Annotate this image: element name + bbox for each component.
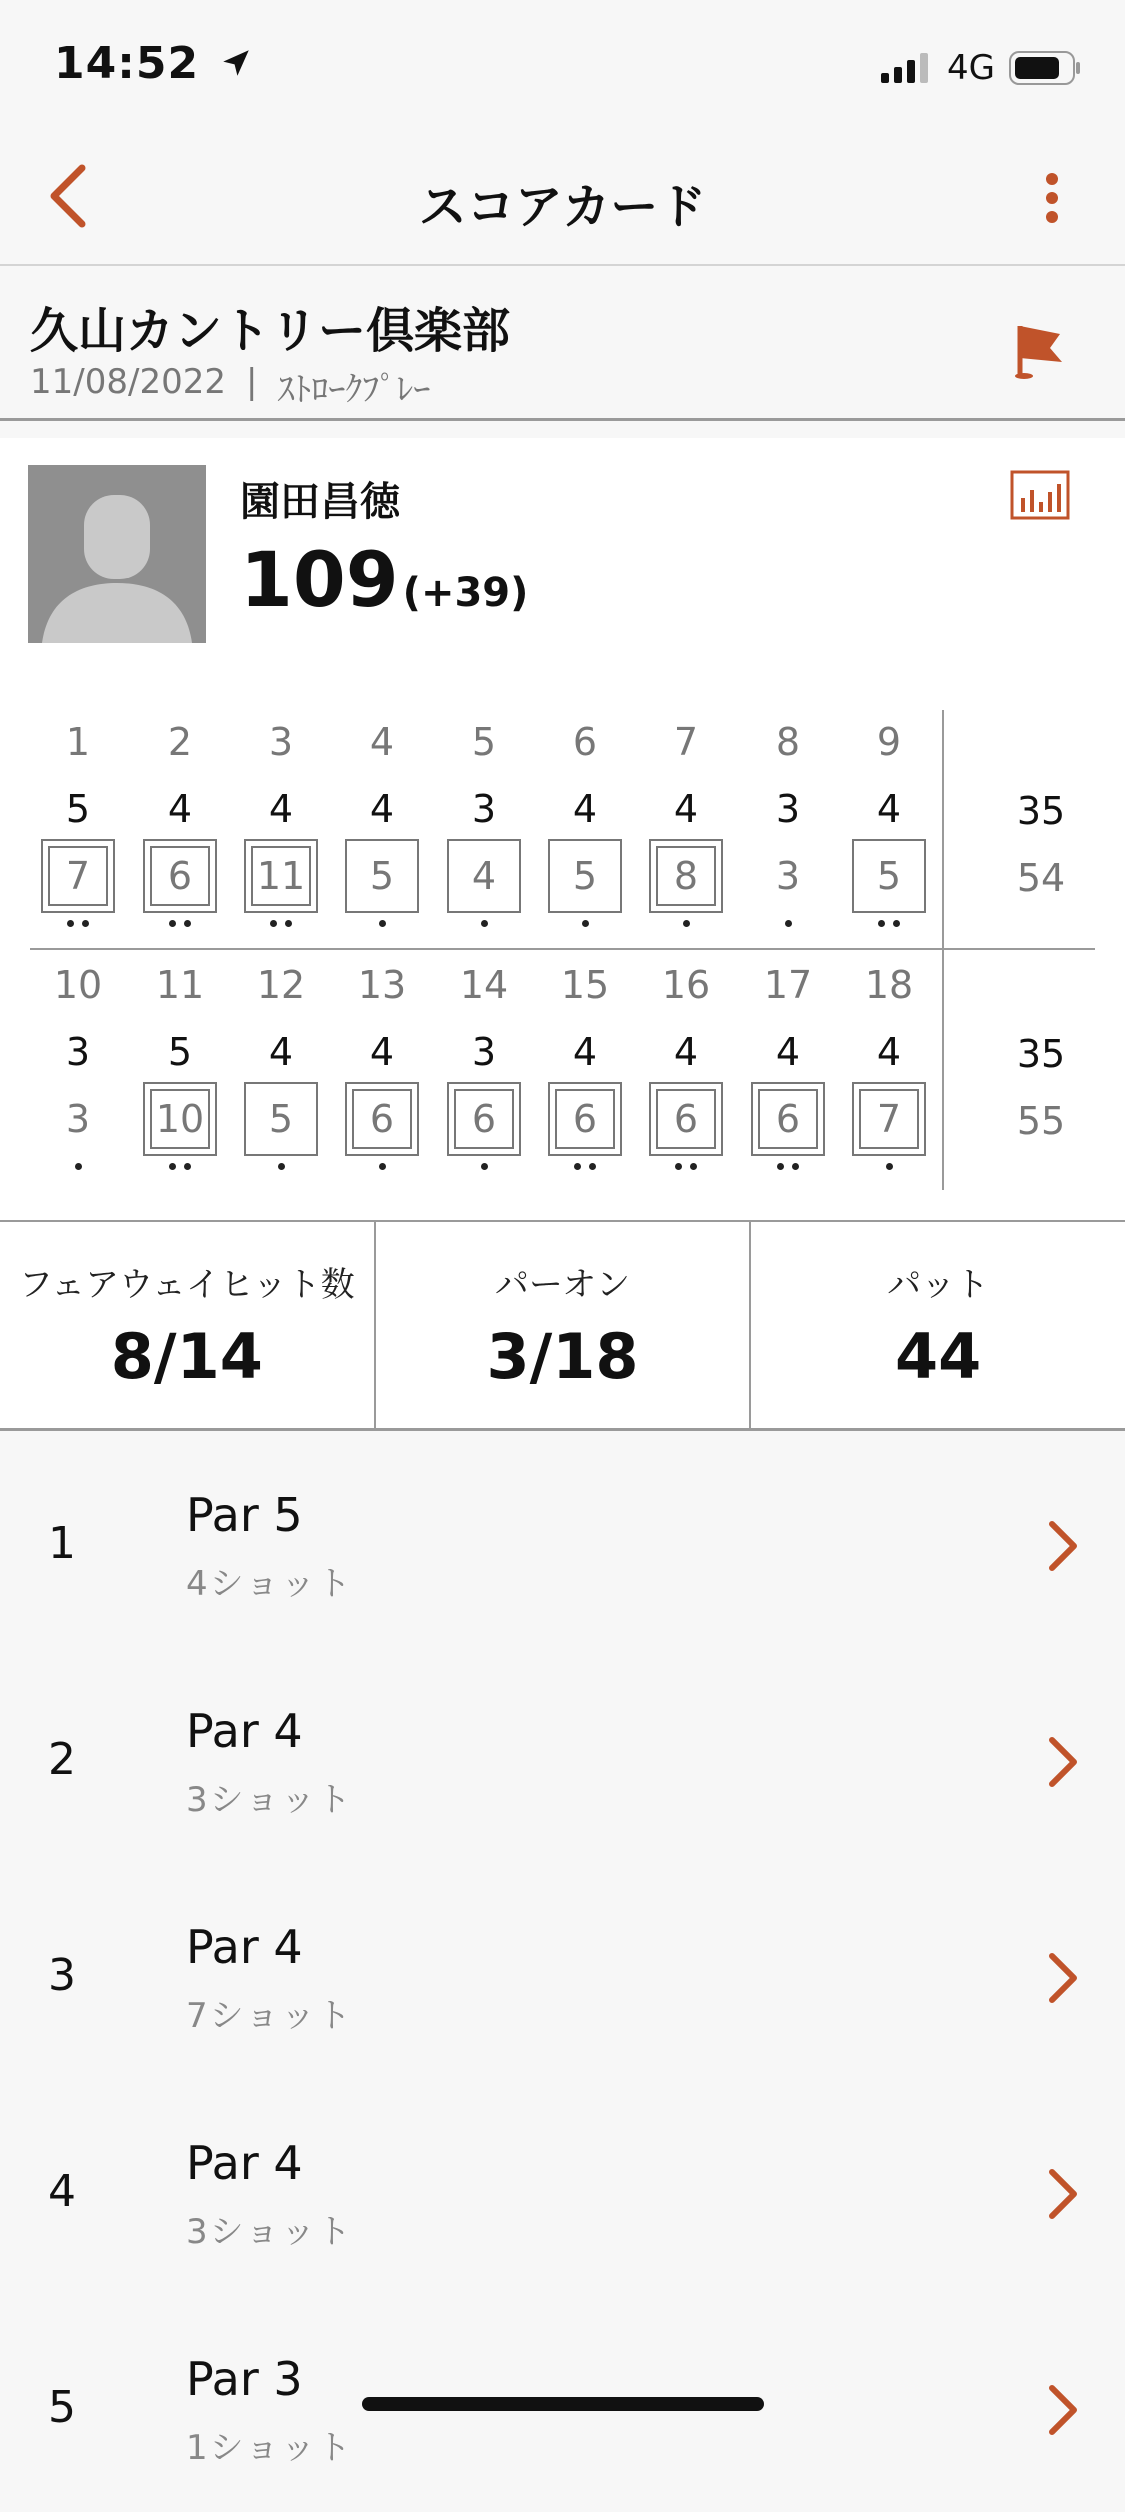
- hole-par: 5: [167, 1030, 193, 1074]
- chevron-right-icon: [1042, 1732, 1082, 1792]
- flag-button[interactable]: [1012, 318, 1068, 382]
- score-total: 55: [1016, 1099, 1066, 1143]
- hole-score[interactable]: 7: [852, 1082, 926, 1156]
- hole-number: 7: [673, 720, 699, 764]
- putt-dot: [285, 920, 292, 927]
- more-button[interactable]: [1030, 165, 1075, 235]
- hole-number: 13: [357, 963, 407, 1007]
- score-to-par: (+39): [402, 570, 529, 616]
- play-mode: ｽﾄﾛｰｸﾌﾟﾚｰ: [277, 370, 431, 410]
- putt-dots: [345, 920, 419, 934]
- nav-divider: [0, 264, 1125, 266]
- hole-row-number: 5: [48, 2382, 76, 2433]
- hole-score[interactable]: 11: [244, 839, 318, 913]
- hole-number: 14: [459, 963, 509, 1007]
- putt-dot: [777, 1163, 784, 1170]
- hole-par: 4: [268, 787, 294, 831]
- hole-row-number: 4: [48, 2166, 76, 2217]
- hole-score[interactable]: 5: [852, 839, 926, 913]
- putt-dot: [75, 1163, 82, 1170]
- hole-row-shots: 1ショット: [186, 2428, 353, 2468]
- putt-dot: [481, 1163, 488, 1170]
- putt-dot: [785, 920, 792, 927]
- putt-dots: [447, 1163, 521, 1177]
- putt-dots: [447, 920, 521, 934]
- fairway-hits-stat: [0, 1222, 376, 1428]
- hole-row-par: Par 4: [186, 1704, 303, 1758]
- subtitle-separator: |: [245, 362, 258, 402]
- par-total: 35: [1016, 789, 1066, 833]
- putt-dots: [649, 1163, 723, 1177]
- hole-row-shots: 3ショット: [186, 2212, 353, 2252]
- hole-row-shots: 3ショット: [186, 1780, 353, 1820]
- greens-in-regulation-stat: [376, 1222, 752, 1428]
- putt-dot: [379, 1163, 386, 1170]
- putt-dots: [649, 920, 723, 934]
- chevron-right-icon: [1042, 1948, 1082, 2008]
- hole-number: 16: [661, 963, 711, 1007]
- hole-row[interactable]: [0, 2080, 1125, 2296]
- putt-dot: [589, 1163, 596, 1170]
- putt-dots: [41, 920, 115, 934]
- hole-par: 3: [775, 787, 801, 831]
- hole-score[interactable]: 8: [649, 839, 723, 913]
- putt-dots: [852, 920, 926, 934]
- flag-icon: [1012, 318, 1068, 382]
- hole-row-number: 3: [48, 1950, 76, 2001]
- total-score: 109: [240, 535, 399, 624]
- putt-dot: [574, 1163, 581, 1170]
- hole-score[interactable]: 7: [41, 839, 115, 913]
- page-title: スコアカード: [418, 179, 707, 235]
- hole-par: 4: [369, 1030, 395, 1074]
- course-subtitle: [30, 362, 430, 411]
- stat-value: 44: [895, 1320, 982, 1393]
- hole-score[interactable]: 10: [143, 1082, 217, 1156]
- putt-dots: [548, 920, 622, 934]
- hole-row-par: Par 4: [186, 2136, 303, 2190]
- hole-par: 3: [471, 787, 497, 831]
- putt-dots: [852, 1163, 926, 1177]
- summary-stats: [0, 1222, 1125, 1428]
- putt-dot: [675, 1163, 682, 1170]
- hole-score[interactable]: 5: [548, 839, 622, 913]
- bar-chart-icon: [1010, 470, 1070, 520]
- stat-label: パーオン: [494, 1265, 631, 1305]
- putt-dot: [270, 920, 277, 927]
- hole-par: 4: [167, 787, 193, 831]
- hole-row-par: Par 5: [186, 1488, 303, 1542]
- hole-par: 4: [876, 1030, 902, 1074]
- hole-number: 10: [53, 963, 103, 1007]
- grid-divider-vertical: [942, 710, 944, 1190]
- hole-number: 12: [256, 963, 306, 1007]
- hole-number: 9: [876, 720, 902, 764]
- putt-dots: [751, 920, 825, 934]
- chevron-right-icon: [1042, 2164, 1082, 2224]
- avatar: [28, 465, 206, 643]
- putt-dot: [886, 1163, 893, 1170]
- round-date: 11/08/2022: [30, 362, 226, 402]
- signal-icon: [881, 53, 933, 83]
- putt-dot: [169, 920, 176, 927]
- stat-value: 3/18: [486, 1320, 639, 1393]
- hole-number: 11: [155, 963, 205, 1007]
- hole-number: 2: [167, 720, 193, 764]
- hole-par: 4: [572, 1030, 598, 1074]
- stats-button[interactable]: [1010, 470, 1070, 520]
- putt-dot: [683, 920, 690, 927]
- battery-icon: [1009, 51, 1081, 85]
- status-time: 14:52: [54, 38, 253, 89]
- hole-par: 4: [876, 787, 902, 831]
- network-label: 4G: [947, 48, 995, 88]
- putt-dots: [41, 1163, 115, 1177]
- putt-dot: [169, 1163, 176, 1170]
- putt-dot: [893, 920, 900, 927]
- hole-score[interactable]: 6: [751, 1082, 825, 1156]
- home-indicator[interactable]: [362, 2397, 764, 2411]
- putt-dots: [345, 1163, 419, 1177]
- hole-row[interactable]: [0, 1864, 1125, 2080]
- putt-dots: [244, 920, 318, 934]
- hole-number: 8: [775, 720, 801, 764]
- hole-row-par: Par 3: [186, 2352, 303, 2406]
- putt-dot: [184, 1163, 191, 1170]
- putt-dots: [143, 920, 217, 934]
- putt-dot: [481, 920, 488, 927]
- putt-dots: [244, 1163, 318, 1177]
- status-indicators: [881, 48, 1081, 88]
- hole-number: 6: [572, 720, 598, 764]
- hole-par: 4: [572, 787, 598, 831]
- grid-divider-horizontal: [30, 948, 1095, 950]
- putt-dots: [143, 1163, 217, 1177]
- player-score: [240, 535, 528, 624]
- hole-number: 5: [471, 720, 497, 764]
- stat-label: パット: [887, 1265, 990, 1305]
- putt-dot: [792, 1163, 799, 1170]
- person-placeholder-icon: [28, 465, 206, 643]
- hole-par: 4: [673, 1030, 699, 1074]
- hole-number: 18: [864, 963, 914, 1007]
- hole-row-par: Par 4: [186, 1920, 303, 1974]
- hole-score[interactable]: 4: [447, 839, 521, 913]
- hole-par: 4: [673, 787, 699, 831]
- hole-score[interactable]: 6: [649, 1082, 723, 1156]
- putt-dot: [278, 1163, 285, 1170]
- hole-row[interactable]: [0, 1648, 1125, 1864]
- chevron-right-icon: [1042, 1516, 1082, 1576]
- course-name: 久山カントリー倶楽部: [30, 303, 511, 359]
- hole-row-number: 2: [48, 1734, 76, 1785]
- summary-divider-bottom: [0, 1428, 1125, 1431]
- stat-value: 8/14: [110, 1320, 263, 1393]
- putts-stat: [751, 1222, 1125, 1428]
- hole-par: 3: [471, 1030, 497, 1074]
- chevron-right-icon: [1042, 2380, 1082, 2440]
- hole-row[interactable]: [0, 1432, 1125, 1648]
- hole-par: 4: [268, 1030, 294, 1074]
- location-arrow-icon: [219, 46, 253, 80]
- hole-par: 3: [65, 1030, 91, 1074]
- putt-dot: [878, 920, 885, 927]
- hole-score[interactable]: 6: [447, 1082, 521, 1156]
- putt-dot: [82, 920, 89, 927]
- hole-row-shots: 7ショット: [186, 1996, 353, 2036]
- par-total: 35: [1016, 1032, 1066, 1076]
- score-total: 54: [1016, 856, 1066, 900]
- putt-dot: [67, 920, 74, 927]
- hole-score[interactable]: 3: [65, 1097, 91, 1141]
- hole-number: 3: [268, 720, 294, 764]
- putt-dot: [690, 1163, 697, 1170]
- hole-number: 1: [65, 720, 91, 764]
- hole-row-number: 1: [48, 1518, 76, 1569]
- putt-dot: [379, 920, 386, 927]
- hole-score[interactable]: 6: [143, 839, 217, 913]
- putt-dots: [751, 1163, 825, 1177]
- hole-par: 4: [775, 1030, 801, 1074]
- hole-number: 17: [763, 963, 813, 1007]
- hole-score[interactable]: 5: [244, 1082, 318, 1156]
- hole-number: 4: [369, 720, 395, 764]
- stat-label: フェアウェイヒット数: [18, 1265, 355, 1305]
- putt-dot: [184, 920, 191, 927]
- hole-score[interactable]: 5: [345, 839, 419, 913]
- hole-score[interactable]: 6: [548, 1082, 622, 1156]
- header-divider: [0, 418, 1125, 421]
- hole-number: 15: [560, 963, 610, 1007]
- player-name: 園田昌徳: [240, 479, 400, 525]
- more-vertical-icon: [1030, 165, 1075, 235]
- hole-row-shots: 4ショット: [186, 1564, 353, 1604]
- hole-score[interactable]: 3: [775, 854, 801, 898]
- putt-dots: [548, 1163, 622, 1177]
- hole-par: 5: [65, 787, 91, 831]
- putt-dot: [582, 920, 589, 927]
- hole-par: 4: [369, 787, 395, 831]
- hole-score[interactable]: 6: [345, 1082, 419, 1156]
